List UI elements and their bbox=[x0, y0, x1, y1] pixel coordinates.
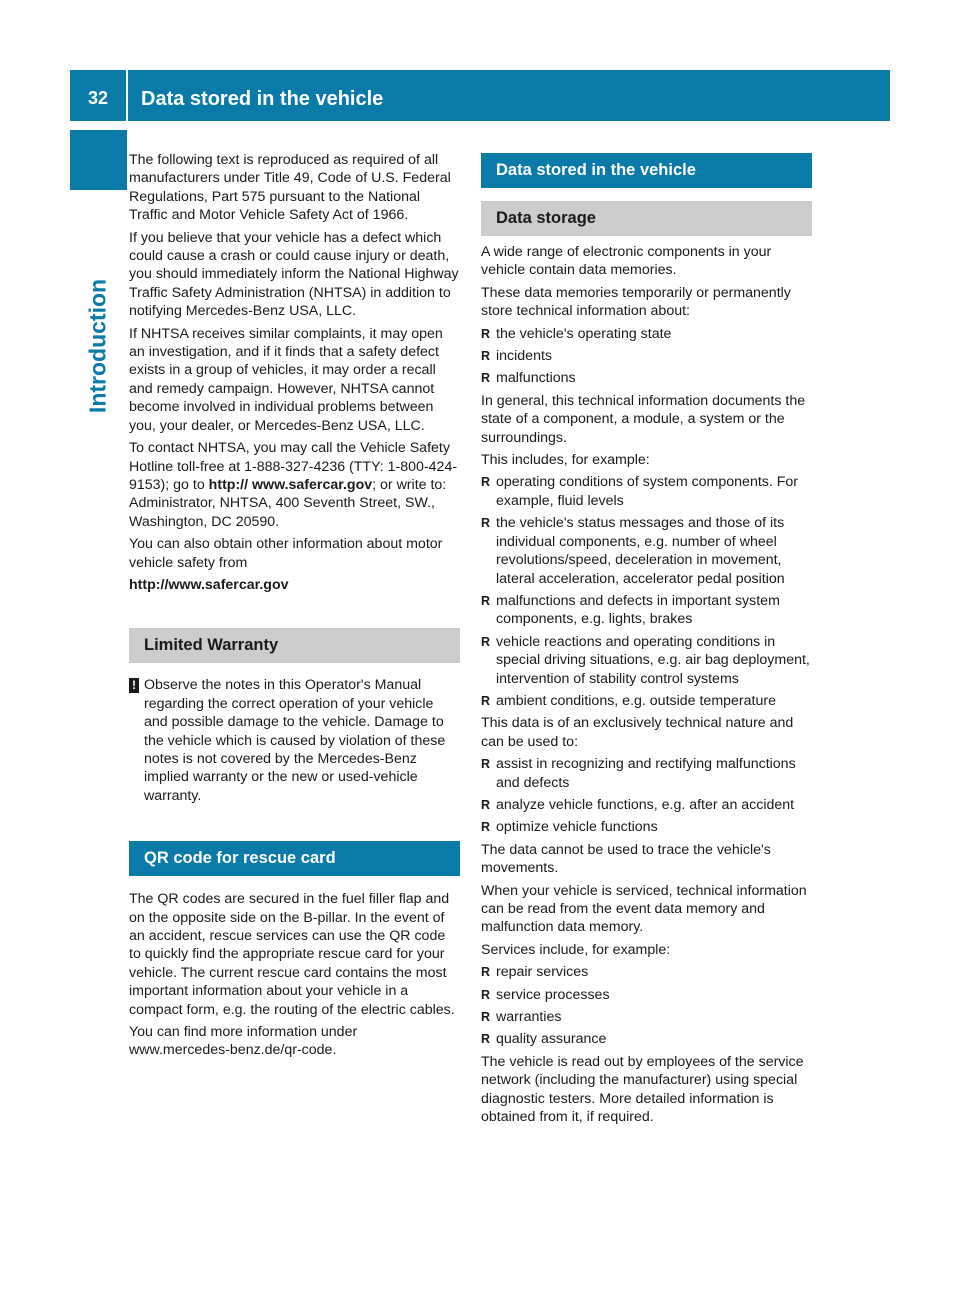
bullet-icon: R bbox=[481, 593, 491, 608]
list-item bbox=[481, 818, 812, 836]
list-item bbox=[481, 347, 812, 365]
list-item-text: repair services bbox=[496, 964, 589, 981]
warranty-notice-text: Observe the notes in this Operator's Manual regarding the correct operation of your vehicle and possible damage to the vehicle. Damage to the vehicle which is caused by violation of these notes is not covered by the Mercedes-Benz implied warranty or the new or used-vehicle warranty. bbox=[144, 677, 446, 804]
bullet-icon: R bbox=[481, 757, 491, 772]
body-paragraph: These data memories temporarily or permanently store technical information about: bbox=[481, 284, 791, 320]
warranty-notice bbox=[129, 676, 460, 805]
body-paragraph: This data is of an exclusively technical nature and can be used to: bbox=[481, 715, 794, 750]
list-item bbox=[481, 963, 812, 981]
obtain-info-paragraph: You can also obtain other information about motor vehicle safety from bbox=[129, 536, 443, 571]
list-item-text: operating conditions of system components. For example, fluid levels bbox=[496, 474, 799, 509]
list-item-text: analyze vehicle functions, e.g. after an accident bbox=[496, 796, 795, 813]
bullet-icon: R bbox=[481, 1032, 491, 1047]
nhtsa-paragraph: The following text is reproduced as required of all manufacturers under Title 49, Code of U.S. Federal Regulations, Part 575 pursuant to the National Traffic and Motor Vehicle Safety Act of 1966. bbox=[129, 152, 451, 224]
side-tab-marker bbox=[70, 130, 127, 190]
body-paragraph: The data cannot be used to trace the vehicle's movements. bbox=[481, 841, 771, 877]
list-item bbox=[481, 755, 812, 792]
services-list bbox=[481, 963, 812, 1049]
bullet-icon: R bbox=[481, 634, 491, 649]
list-item-text: warranties bbox=[496, 1009, 562, 1026]
list-item bbox=[481, 1030, 812, 1048]
contact-paragraph bbox=[129, 439, 460, 531]
bullet-icon: R bbox=[481, 371, 491, 386]
contact-intro: To contact NHTSA, you may call the Vehicle Safety Hotline toll-free at 1-888-327-4236 (TTY: 1-800-424-9153); go to bbox=[129, 440, 458, 493]
bullet-icon: R bbox=[481, 820, 491, 835]
body-paragraph: When your vehicle is serviced, technical information can be read from the event data memory and malfunction data memory. bbox=[481, 882, 807, 936]
bullet-icon: R bbox=[481, 987, 491, 1002]
usage-list bbox=[481, 755, 812, 837]
bullet-icon: R bbox=[481, 349, 491, 364]
list-item bbox=[481, 1008, 812, 1026]
list-item bbox=[481, 986, 812, 1004]
list-item-text: malfunctions and defects in important system components, e.g. lights, brakes bbox=[496, 592, 780, 628]
list-item-text: ambient conditions, e.g. outside temperature bbox=[496, 692, 776, 709]
qr-paragraph: The QR codes are secured in the fuel filler flap and on the opposite side on the B-pillar. In the event of an accident, rescue services can use the QR code to quickly find the appropriate rescue card for your vehicle. The current rescue card contains the most important information about your vehicle in a compact form, e.g. the routing of the electric cables. bbox=[129, 891, 455, 1018]
list-item bbox=[481, 473, 812, 510]
list-item-text: vehicle reactions and operating conditions in special driving situations, e.g. air bag deployment, intervention of stability control systems bbox=[496, 633, 810, 687]
right-column bbox=[481, 151, 812, 1130]
safercar-url[interactable]: http://www.safercar.gov bbox=[129, 576, 289, 593]
side-tab-label: Introduction bbox=[84, 278, 111, 414]
list-item bbox=[481, 325, 812, 343]
list-item bbox=[481, 514, 812, 588]
list-item bbox=[481, 796, 812, 814]
list-item-text: the vehicle's operating state bbox=[496, 325, 672, 342]
header-divider bbox=[126, 70, 128, 121]
qr-code-heading: QR code for rescue card bbox=[129, 841, 460, 876]
page-number: 32 bbox=[87, 88, 109, 108]
list-item-text: malfunctions bbox=[496, 370, 576, 387]
body-paragraph: Services include, for example: bbox=[481, 941, 671, 958]
left-column bbox=[129, 151, 460, 1064]
nhtsa-paragraph: If NHTSA receives similar complaints, it may open an investigation, and if it finds that a safety defect exists in a group of vehicles, it may order a recall and remedy campaign. However, NHTSA cannot become involved in individual problems between you, your dealer, or Mercedes-Benz USA, LLC. bbox=[129, 325, 443, 434]
bullet-icon: R bbox=[481, 965, 491, 980]
list-item-text: the vehicle's status messages and those of its individual components, e.g. number of wheel revolutions/speed, deceleration in movement, lateral acceleration, accelerator pedal position bbox=[496, 515, 785, 587]
bullet-icon: R bbox=[481, 326, 491, 341]
list-item-text: quality assurance bbox=[496, 1031, 607, 1048]
header-title: Data stored in the vehicle bbox=[141, 88, 384, 110]
nhtsa-paragraph: If you believe that your vehicle has a defect which could cause a crash or could cause injury or death, you should immediately inform the National Highway Traffic Safety Administration (NHTSA) in addition to notifying Mercedes-Benz USA, LLC. bbox=[129, 229, 459, 320]
limited-warranty-heading: Limited Warranty bbox=[129, 628, 460, 663]
warning-icon: ! bbox=[129, 678, 139, 693]
data-stored-heading: Data stored in the vehicle bbox=[481, 153, 812, 188]
list-item-text: optimize vehicle functions bbox=[496, 819, 658, 836]
data-storage-subheading: Data storage bbox=[481, 201, 812, 236]
contact-address: ; or write to: Administrator, NHTSA, 400 Seventh Street, SW., Washington, DC 20590. bbox=[129, 476, 447, 530]
list-item-text: incidents bbox=[496, 348, 552, 365]
bullet-icon: R bbox=[481, 1010, 491, 1025]
memory-info-list bbox=[481, 325, 812, 388]
safercar-link[interactable]: http:// www.safercar.gov bbox=[208, 476, 373, 493]
body-paragraph: The vehicle is read out by employees of the service network (including the manufacturer) using special diagnostic testers. More detailed information is obtained from it, if required. bbox=[481, 1053, 804, 1126]
bullet-icon: R bbox=[481, 516, 491, 531]
list-item-text: service processes bbox=[496, 986, 610, 1003]
body-paragraph: This includes, for example: bbox=[481, 452, 650, 469]
bullet-icon: R bbox=[481, 475, 491, 490]
body-paragraph: In general, this technical information documents the state of a component, a module, a system or the surroundings. bbox=[481, 392, 806, 446]
qr-more-info: You can find more information under www.mercedes-benz.de/qr-code. bbox=[129, 1024, 358, 1059]
list-item bbox=[481, 692, 812, 710]
list-item bbox=[481, 592, 812, 629]
examples-list bbox=[481, 473, 812, 710]
page-header bbox=[70, 70, 890, 121]
list-item bbox=[481, 369, 812, 387]
bullet-icon: R bbox=[481, 693, 491, 708]
list-item bbox=[481, 633, 812, 688]
bullet-icon: R bbox=[481, 797, 491, 812]
list-item-text: assist in recognizing and rectifying malfunctions and defects bbox=[496, 756, 796, 791]
body-paragraph: A wide range of electronic components in your vehicle contain data memories. bbox=[481, 244, 772, 279]
